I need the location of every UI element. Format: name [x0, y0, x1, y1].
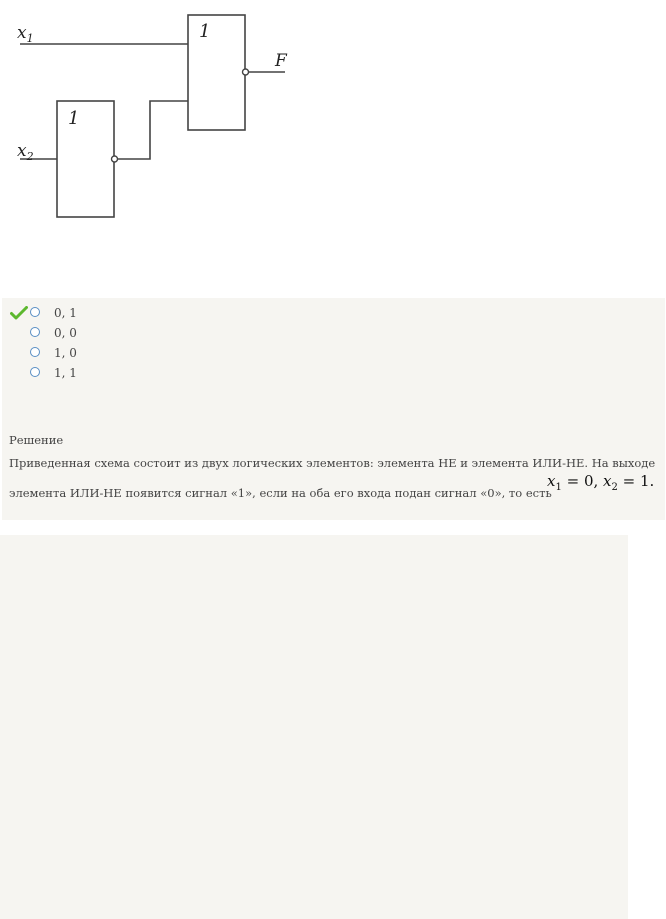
checkmark-icon — [10, 306, 28, 320]
answer-label: 0, 1 — [54, 306, 77, 320]
answer-label: 0, 0 — [54, 326, 77, 340]
empty-content-panel — [0, 535, 628, 919]
answer-label: 1, 1 — [54, 366, 77, 380]
answer-label: 1, 0 — [54, 346, 77, 360]
nor-gate — [188, 15, 245, 130]
radio-button[interactable] — [30, 347, 40, 357]
nor-gate-inversion-bubble — [243, 69, 249, 75]
solution-text-line-1: Приведенная схема состоит из двух логических элементов: элемента НЕ и элемента ИЛИ-НЕ. На выходе — [9, 456, 656, 470]
radio-button[interactable] — [30, 307, 40, 317]
input-x1-label: $x_1$ — [17, 23, 34, 45]
solution-formula: $x_1 = 0$, $x_2 = 1$. — [547, 472, 655, 493]
nor-gate-label: 1 — [199, 21, 211, 42]
solution-heading: Решение — [9, 433, 64, 447]
input-x2-label: $x_2$ — [17, 141, 34, 163]
not-gate-inversion-bubble — [112, 156, 118, 162]
answer-block — [2, 298, 665, 520]
output-f-label: F — [275, 51, 287, 71]
radio-button[interactable] — [30, 367, 40, 377]
not-gate-label: 1 — [68, 108, 80, 129]
connection-wire — [118, 101, 188, 159]
not-gate — [57, 101, 114, 217]
radio-button[interactable] — [30, 327, 40, 337]
logic-circuit-diagram — [0, 0, 320, 240]
solution-text-line-2: элемента ИЛИ-НЕ появится сигнал «1», если на оба его входа подан сигнал «0», то есть — [9, 486, 552, 500]
